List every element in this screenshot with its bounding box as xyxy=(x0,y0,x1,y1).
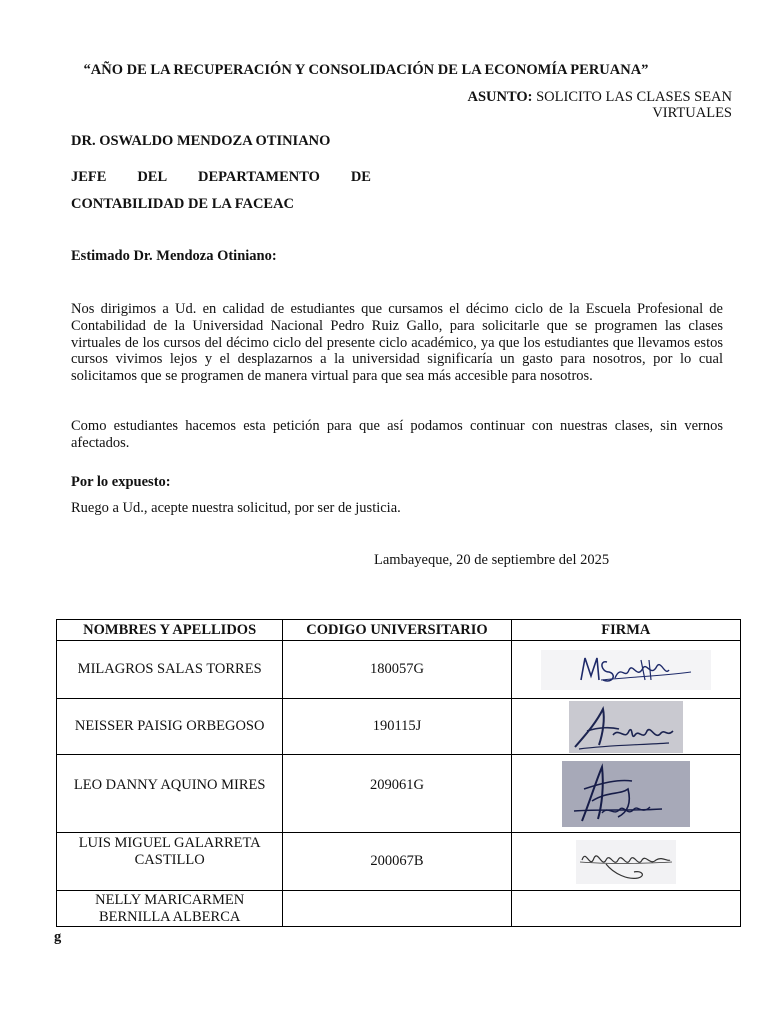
role-word: DE xyxy=(350,169,371,185)
signature-image xyxy=(569,701,683,753)
student-name: NEISSER PAISIG ORBEGOSO xyxy=(57,699,283,755)
student-name: LUIS MIGUEL GALARRETA CASTILLO xyxy=(57,833,283,891)
student-code: 209061G xyxy=(283,755,511,833)
recipient-role-line-2: CONTABILIDAD DE LA FACEAC xyxy=(71,196,295,212)
closing-text: Ruego a Ud., acepte nuestra solicitud, por ser de justicia. xyxy=(71,500,401,516)
table-row xyxy=(57,833,741,891)
table-row xyxy=(57,699,741,755)
recipient-role-line-1 xyxy=(71,169,371,186)
signature-image xyxy=(576,840,676,884)
table-row xyxy=(57,641,741,699)
header-signature: FIRMA xyxy=(511,620,740,641)
table-row xyxy=(57,755,741,833)
table-header-row xyxy=(57,620,741,641)
role-word: JEFE xyxy=(71,169,107,185)
signature-cell xyxy=(511,891,740,927)
role-word: DEPARTAMENTO xyxy=(198,169,320,185)
subject-line-2: VIRTUALES xyxy=(652,105,732,121)
subject-block xyxy=(432,89,732,121)
signature-cell xyxy=(511,641,740,699)
table-row xyxy=(57,891,741,927)
header-code: CODIGO UNIVERSITARIO xyxy=(283,620,511,641)
subject-label: ASUNTO: xyxy=(467,89,533,105)
signature-image xyxy=(562,761,690,827)
body-paragraph-2: Como estudiantes hacemos esta petición para que así podamos continuar con nuestras clases, sin vernos afectados. xyxy=(71,418,723,451)
signature-cell xyxy=(511,755,740,833)
student-name: MILAGROS SALAS TORRES xyxy=(57,641,283,699)
salutation: Estimado Dr. Mendoza Otiniano: xyxy=(71,248,277,264)
student-name: LEO DANNY AQUINO MIRES xyxy=(57,755,283,833)
signature-cell xyxy=(511,833,740,891)
stray-character: g xyxy=(54,929,62,945)
signature-cell xyxy=(511,699,740,755)
student-code xyxy=(283,891,511,927)
body-paragraph-1: Nos dirigimos a Ud. en calidad de estudiantes que cursamos el décimo ciclo de la Escuela Profesional de Contabilidad de la Universidad Nacional Pedro Ruiz Gallo, para solicitarle que se programen las clases virtuales de los cursos del décimo ciclo del presente ciclo académico, ya que los estudiantes que llevamos estos cursos vivimos lejos y el desplazarnos a la universidad significaría un gasto para nosotros, por lo cual solicitamos que se programen de manera virtual para que sea más accesible para nosotros. xyxy=(71,301,723,385)
student-name: NELLY MARICARMEN BERNILLA ALBERCA xyxy=(57,891,283,927)
recipient-name: DR. OSWALDO MENDOZA OTINIANO xyxy=(71,133,331,149)
header-names: NOMBRES Y APELLIDOS xyxy=(57,620,283,641)
role-word: DEL xyxy=(137,169,168,185)
signature-image xyxy=(541,650,711,690)
student-code: 200067B xyxy=(283,833,511,891)
signature-table xyxy=(56,619,741,927)
year-motto: “AÑO DE LA RECUPERACIÓN Y CONSOLIDACIÓN DE LA ECONOMÍA PERUANA” xyxy=(83,62,649,78)
student-code: 180057G xyxy=(283,641,511,699)
place-date: Lambayeque, 20 de septiembre del 2025 xyxy=(374,552,610,568)
subject-line-1: SOLICITO LAS CLASES SEAN xyxy=(536,89,732,105)
student-code: 190115J xyxy=(283,699,511,755)
closing-heading: Por lo expuesto: xyxy=(71,474,171,490)
